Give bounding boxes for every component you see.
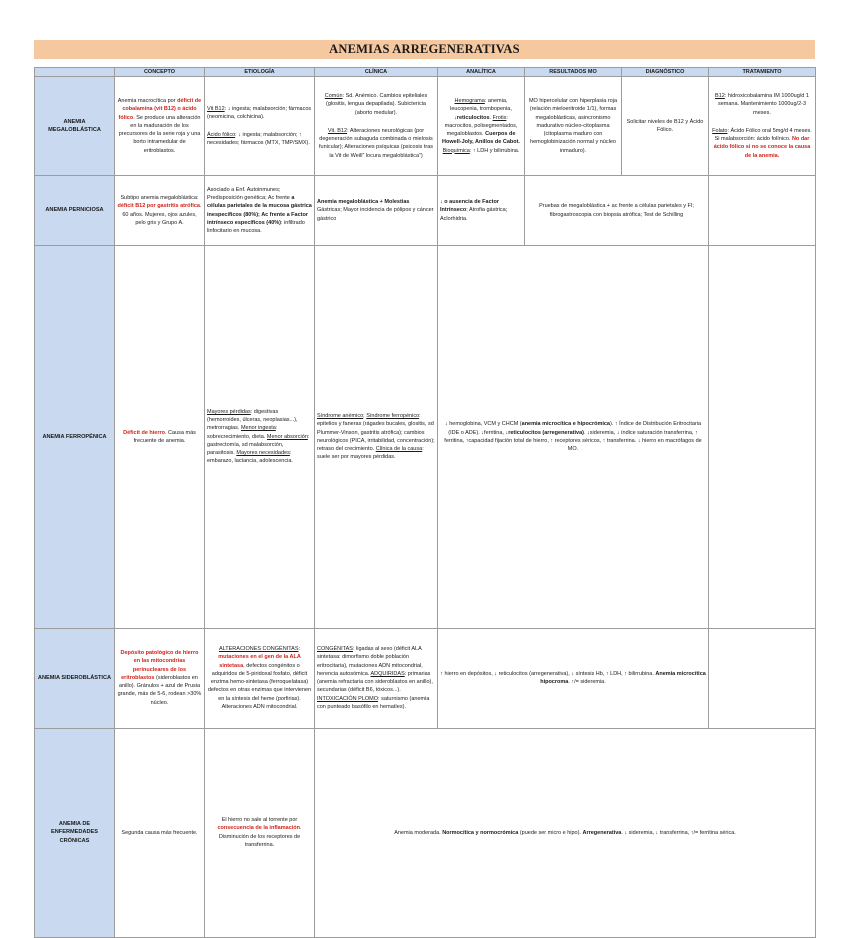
header-diagnostico: DIAGNÓSTICO — [622, 68, 709, 77]
etiologia-sideroblastica: ALTERACIONES CONGÉNITAS: mutaciones en el gen de la ALA sintetasa, defectos congénitos o adquiridos de 5-piridoxal fosfato, déficit enzima hemo-sintetasa (ferroquelatasa) defectos en otras enzimas que intervienen en la síntesis del heme (porfirias). Alteraciones ADN mitocondrial. — [205, 628, 315, 728]
concepto-perniciosa: Subtipo anemia megaloblástica: déficit B12 por gastritis atrófica. 60 años. Mujeres, ojos azules, pelo gris y Grupo A. — [115, 176, 205, 246]
row-label-perniciosa: ANEMIA PERNICIOSA — [35, 176, 115, 246]
analitica-megaloblastica: Hemograma: anemia, leucopenia, trombopenia, ↓reticulocitos. Frotis: macrocitos, polisegmentados, megaloblastos. Cuerpos de Howell-Joly, Anillos de Cabot. Bioquímica: ↑ LDH y bilirrubina. — [438, 77, 525, 176]
clinica-cronicas: Anemia moderada. Normocítica y normocrómica (puede ser micro e hipo). Arregenerativa. ↓ sideremia, ↓ transferrina, ↑/= ferritina sérica. — [315, 728, 816, 937]
etiologia-cronicas: El hierro no sale al torrente por consecuencia de la inflamación. Disminución de los receptores de transferrina. — [205, 728, 315, 937]
diagnostico-megaloblastica: Solicitar niveles de B12 y Ácido Fólico. — [622, 77, 709, 176]
diagnostico-sideroblastica — [709, 628, 816, 728]
analitica-ferropenica: ↓ hemoglobina, VCM y CHCM (anemia microcítica e hipocrómica). ↑ Índice de Distribución Eritrocitaria (IDE o ADE). ↓ferritina, ↓reticulocitos (arregenerativa). ↓sideremia, ↓ índice saturación transferrina, ↑ ferritina, ↑capacidad fijación total de hierro, ↑ receptores séricos, ↑ transferrina. ↓ hierro en macrófagos de MO. — [438, 246, 709, 629]
header-etiologia: ETIOLOGÍA — [205, 68, 315, 77]
concepto-sideroblastica: Depósito patológico de hierro en las mitocondrias perinucleares de los eritroblastos (sideroblastos en anillo). Gránulos + azul de Prusia grande, más de 5-6, rodean >30% núcleo. — [115, 628, 205, 728]
clinica-megaloblastica: Común: Sd. Anémico. Cambios epiteliales (glositis, lengua depapilada). Subictericia (aborto medular). Vit. B12: Alteraciones neurológicas (por degeneración subaguda combinada o mielosis funicular); Alteraciones psíquicas (psicosis tras la Vit de Weill” locura megaloblástica”) — [315, 77, 438, 176]
clinica-perniciosa: Anemia megaloblástica + Molestias Gástricas; Mayor incidencia de pólipos y cáncer gástrico — [315, 176, 438, 246]
row-label-ferropenica: ANEMIA FERROPÉNICA — [35, 246, 115, 629]
tratamiento-megaloblastica: B12: hidroxicobalamina IM 1000ug/d 1 semana. Mantenimiento 1000ug/2-3 meses. Folato: Ácido Fólico oral 5mg/d 4 meses. Si malabsorción: ácido folínico. No dar ácido fólico si no se conoce la causa de la anemia. — [709, 77, 816, 176]
clinica-ferropenica: Síndrome anémico; Síndrome ferropénico: epitelios y faneras (rágades bucales, glositis, sd Plummer-Vinson, gastritis atrófica); cambios neurológicos (PICA, irritabilidad, concentración); retraso del crecimiento. Clínica de la causa: suele ser por mayores pérdidas. — [315, 246, 438, 629]
row-megaloblastica — [35, 77, 816, 176]
header-clinica: CLÍNICA — [315, 68, 438, 77]
etiologia-perniciosa: Asociado a Enf. Autoinmunes; Predisposición genética; Ac frente a células parietales de la mucosa gástrica inespecíficos (80%); Ac frente a Factor intrínseco específicos (40%): infiltrado linfocitario en mucosa. — [205, 176, 315, 246]
header-row — [35, 68, 816, 77]
etiologia-megaloblastica: Vit B12: ↓ ingesta; malabsorción; fármacos (neomicina, colchicina). Ácido fólico: ↓ ingesta; malabsorción; ↑ necesidades; fármacos (MTX, TMP/SMX). — [205, 77, 315, 176]
header-analitica: ANALÍTICA — [438, 68, 525, 77]
row-perniciosa — [35, 176, 816, 246]
row-label-megaloblastica: ANEMIA MEGALOBLÁSTICA — [35, 77, 115, 176]
row-cronicas — [35, 728, 816, 937]
header-tratamiento: TRATAMIENTO — [709, 68, 816, 77]
row-label-sideroblastica: ANEMIA SIDEROBLÁSTICA — [35, 628, 115, 728]
concepto-cronicas: Segunda causa más frecuente. — [115, 728, 205, 937]
page-title: ANEMIAS ARREGENERATIVAS — [34, 40, 815, 59]
tratamiento-perniciosa — [709, 176, 816, 246]
analitica-sideroblastica: ↑ hierro en depósitos, ↓ reticulocitos (arregenerativa), ↓ síntesis Hb, ↑ LDH, ↑ bilirrubina. Anemia microcítica hipocroma. ↑/= sideremia. — [438, 628, 709, 728]
diagnostico-perniciosa: Pruebas de megaloblástica + ac frente a células parietales y FI; fibrogastroscopia con biopsia atrófica; Test de Schilling — [525, 176, 709, 246]
row-label-cronicas: ANEMIA DE ENFERMEDADES CRÓNICAS — [35, 728, 115, 937]
etiologia-ferropenica: Mayores pérdidas: digestivas (hemorroides, úlceras, neoplasias...), metrorragias. Menor ingesta: sobrecrecimiento, dieta. Menor absorción: gastrectomía, sd malabsorción, parasitosis. Mayores necesidades: embarazo, lactancia, adolescencia. — [205, 246, 315, 629]
concepto-ferropenica: Déficit de hierro. Causa más frecuente de anemia. — [115, 246, 205, 629]
header-blank — [35, 68, 115, 77]
header-resultados-mo: RESULTADOS MO — [525, 68, 622, 77]
diagnostico-ferropenica — [709, 246, 816, 629]
analitica-perniciosa: ↓ o ausencia de Factor Intrínseco; Atrofia gástrica; Aclorhidria. — [438, 176, 525, 246]
row-sideroblastica — [35, 628, 816, 728]
concepto-megaloblastica: Anemia macrocítica por déficit de cobalamina (vit B12) o ácido fólico. Se produce una alteración en la maduración de los precursores de la serie roja y una borto intramedular de eritroblastos. — [115, 77, 205, 176]
row-ferropenica — [35, 246, 816, 629]
anemia-table — [34, 67, 816, 938]
mo-megaloblastica: MO hipercelular con hiperplasia roja (relación mieloeritroide 1/1), formas megaloblásticas, asincronismo madurativo núcleo-citoplasma (citoplasma maduro con hemoglobinización normal y núcleo inmaduro). — [525, 77, 622, 176]
header-concepto: CONCEPTO — [115, 68, 205, 77]
clinica-sideroblastica: CONGÉNITAS: ligadas al sexo (déficit ALA sintetasa: dimorfismo doble población eritrocitaria), mutaciones ADN mitocondrial, herencia autosómica. ADQUIRIDAS: primarias (anemia refractaria con sideroblastos en anillo), secundarias (déficit B6, tóxicos...). INTOXICACIÓN PLOMO: saturnismo (anemia con punteado basófilo en hematíes). — [315, 628, 438, 728]
